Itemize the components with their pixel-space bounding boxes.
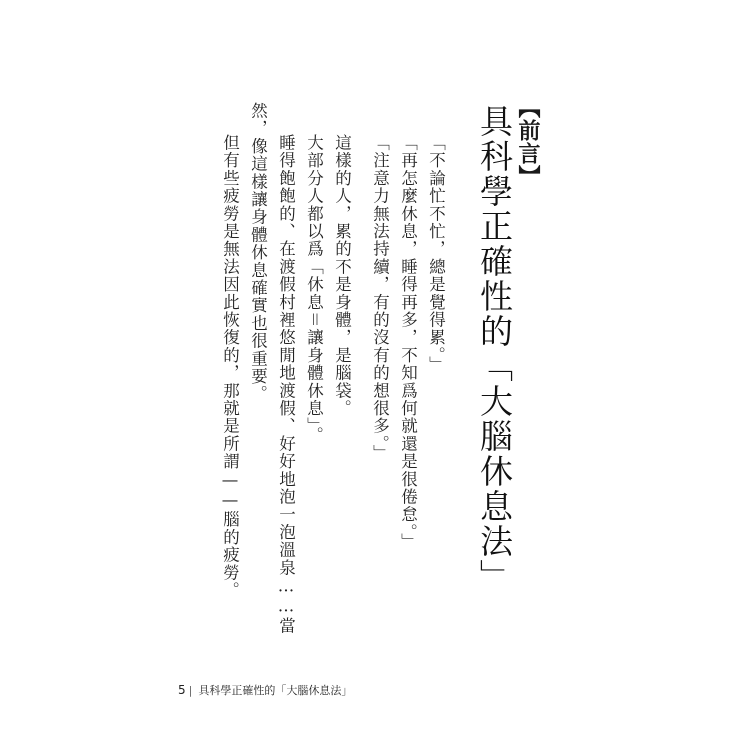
page-number: 5 (178, 683, 186, 697)
body-line: 「注意力無法持續，有的沒有的想很多。」 (370, 134, 390, 463)
body-line: 然，像這樣讓身體休息確實也很重要。 (248, 102, 268, 403)
page-footer (178, 682, 352, 698)
body-line: 大部分人都以爲「休息＝讓身體休息」。 (304, 134, 324, 445)
running-title: 具科學正確性的「大腦休息法」 (198, 684, 353, 697)
body-line: 「不論忙不忙，總是覺得累。」 (426, 134, 446, 374)
body-line: 睡得飽飽的、在渡假村裡悠閒地渡假、好好地泡一泡溫泉……當 (276, 134, 296, 635)
body-line: 「再怎麼休息，睡得再多，不知爲何就還是很倦怠。」 (398, 134, 418, 551)
section-label: 【前言】 (515, 96, 540, 188)
body-line: 但有些疲勞是無法因此恢復的，那就是所謂——腦的疲勞。 (220, 134, 240, 600)
footer-separator: | (188, 684, 193, 697)
body-line: 這樣的人，累的不是身體，是腦袋。 (332, 134, 352, 418)
chapter-title: 具科學正確性的「大腦休息法」 (475, 104, 514, 594)
